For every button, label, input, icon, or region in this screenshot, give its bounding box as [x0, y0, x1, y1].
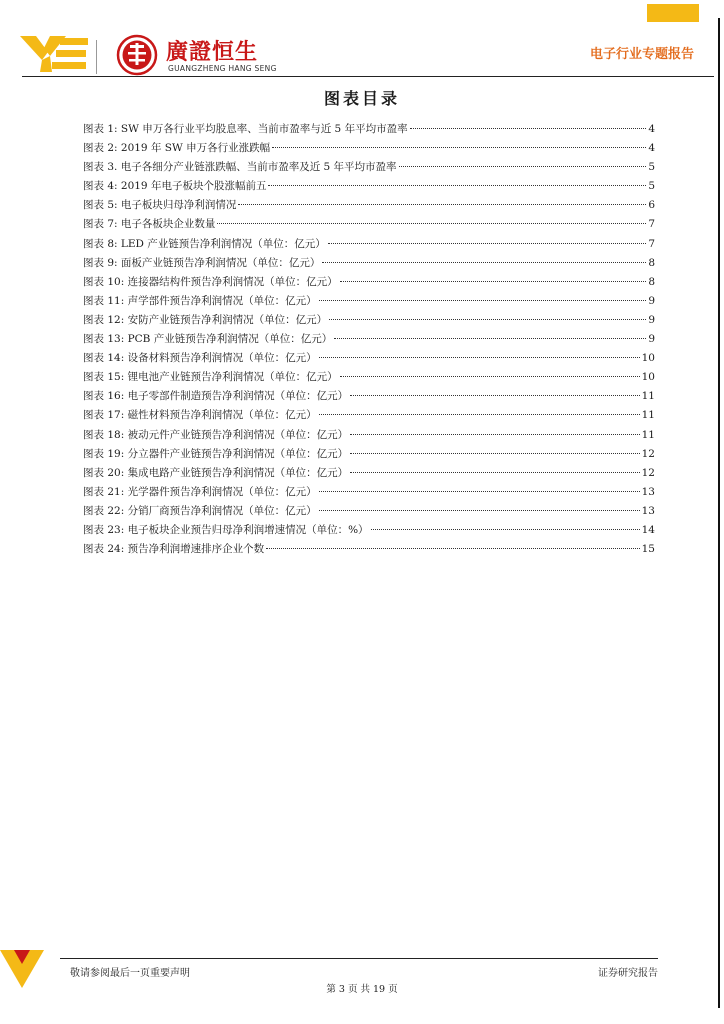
toc-entry-page: 7 — [648, 237, 655, 250]
toc-entry-page: 7 — [648, 218, 655, 231]
toc-entry[interactable] — [83, 140, 655, 159]
toc-entry-text: 图表 8: LED 产业链预告净利润情况（单位：亿元） — [83, 237, 326, 250]
toc-entry-text: 图表 13: PCB 产业链预告净利润情况（单位：亿元） — [83, 333, 333, 346]
toc-entry[interactable] — [83, 331, 655, 350]
toc-leader — [319, 510, 640, 511]
toc-leader — [319, 414, 640, 415]
toc-entry-page: 14 — [641, 523, 655, 536]
toc-entry-page: 13 — [641, 504, 655, 517]
toc-entry[interactable] — [83, 388, 655, 407]
toc-entry-text: 图表 22: 分销厂商预告净利润情况（单位：亿元） — [83, 504, 317, 517]
toc-entry-text: 图表 18: 被动元件产业链预告净利润情况（单位：亿元） — [83, 428, 349, 441]
toc-entry[interactable] — [83, 407, 655, 426]
toc-entry-page: 10 — [641, 371, 655, 384]
toc-entry[interactable] — [83, 465, 655, 484]
toc-entry-text: 图表 16: 电子零部件制造预告净利润情况（单位：亿元） — [83, 390, 349, 403]
toc-leader — [238, 204, 646, 205]
toc-entry[interactable] — [83, 427, 655, 446]
toc-entry-page: 11 — [641, 409, 655, 422]
toc-entry-page: 9 — [648, 333, 655, 346]
toc-entry-text: 图表 12: 安防产业链预告净利润情况（单位：亿元） — [83, 313, 328, 326]
toc-entry-text: 图表 5: 电子板块归母净利润情况 — [83, 199, 237, 212]
toc-entry-page: 13 — [641, 485, 655, 498]
toc-entry-text: 图表 17: 磁性材料预告净利润情况（单位：亿元） — [83, 409, 317, 422]
toc-entry-text: 图表 4: 2019 年电子板块个股涨幅前五 — [83, 180, 267, 193]
toc-leader — [322, 262, 646, 263]
toc-entry-page: 12 — [641, 466, 655, 479]
toc-entry-text: 图表 10: 连接器结构件预告净利润情况（单位：亿元） — [83, 275, 338, 288]
toc-entry[interactable] — [83, 369, 655, 388]
toc-entry-page: 8 — [648, 275, 655, 288]
toc-leader — [340, 376, 640, 377]
toc-leader — [350, 472, 640, 473]
ye-logo-icon — [20, 34, 90, 74]
toc-entry-text: 图表 7: 电子各板块企业数量 — [83, 218, 216, 231]
toc-entry[interactable] — [83, 121, 655, 140]
footer-page-number: 第 3 页 共 19 页 — [326, 984, 398, 995]
report-type-label: 电子行业专题报告 — [589, 47, 694, 62]
footer-report-label: 证券研究报告 — [598, 968, 658, 979]
toc-entry[interactable] — [83, 484, 655, 503]
toc-leader — [272, 147, 646, 148]
toc-entry[interactable] — [83, 522, 655, 541]
toc-entry-text: 图表 15: 锂电池产业链预告净利润情况（单位：亿元） — [83, 371, 338, 384]
logo-separator — [96, 40, 97, 74]
toc-leader — [410, 128, 647, 129]
toc-entry-text: 图表 14: 设备材料预告净利润情况（单位：亿元） — [83, 352, 317, 365]
footer-divider — [60, 958, 658, 959]
header-divider — [22, 76, 714, 77]
toc-entry[interactable] — [83, 216, 655, 235]
toc-leader — [350, 434, 640, 435]
toc-leader — [217, 223, 646, 224]
toc-entry-page: 4 — [648, 123, 655, 135]
toc-leader — [329, 319, 646, 320]
toc-leader — [328, 243, 647, 244]
toc-entry-page: 11 — [641, 390, 655, 403]
brand-name-en: GUANGZHENG HANG SENG — [168, 64, 277, 73]
toc-entry[interactable] — [83, 446, 655, 465]
toc-entry-page: 9 — [648, 294, 655, 307]
toc-entry-page: 5 — [648, 161, 655, 174]
toc-entry-page: 5 — [648, 180, 655, 193]
toc-leader — [319, 491, 640, 492]
toc-entry-text: 图表 19: 分立器件产业链预告净利润情况（单位：亿元） — [83, 447, 349, 460]
toc-leader — [399, 166, 647, 167]
toc-leader — [268, 185, 646, 186]
toc-entry[interactable] — [83, 312, 655, 331]
toc-entry[interactable] — [83, 274, 655, 293]
toc-entry-page: 4 — [648, 142, 655, 155]
toc-entry-text: 图表 21: 光学器件预告净利润情况（单位：亿元） — [83, 485, 317, 498]
brand-name-cn: 廣證恒生 — [166, 40, 259, 65]
toc-entry-text: 图表 1: SW 申万各行业平均股息率、当前市盈率与近 5 年平均市盈率 — [83, 123, 408, 135]
toc-entry-page: 11 — [641, 428, 655, 441]
toc-entry-text: 图表 20: 集成电路产业链预告净利润情况（单位：亿元） — [83, 466, 349, 479]
toc-leader — [371, 529, 640, 530]
toc-entry[interactable] — [83, 159, 655, 178]
toc-leader — [319, 357, 640, 358]
toc-entry-text: 图表 23: 电子板块企业预告归母净利润增速情况（单位：%） — [83, 523, 369, 536]
toc-entry-text: 图表 2: 2019 年 SW 申万各行业涨跌幅 — [83, 142, 271, 155]
toc-entry-page: 8 — [648, 256, 655, 269]
toc-leader — [350, 395, 640, 396]
toc-entry[interactable] — [83, 236, 655, 255]
page-title: 图表目录 — [323, 89, 400, 108]
toc-leader — [340, 281, 647, 282]
toc-entry[interactable] — [83, 503, 655, 522]
header-accent-tab — [647, 4, 699, 22]
toc-entry-text: 图表 11: 声学部件预告净利润情况（单位：亿元） — [83, 294, 317, 307]
toc-entry[interactable] — [83, 197, 655, 216]
toc-entry-page: 6 — [648, 199, 655, 212]
toc-entry-page: 10 — [641, 352, 655, 365]
toc-leader — [350, 453, 640, 454]
toc-entry-text: 图表 9: 面板产业链预告净利润情况（单位：亿元） — [83, 256, 321, 269]
figure-list — [83, 121, 655, 560]
toc-leader — [334, 338, 646, 339]
toc-leader — [266, 548, 640, 549]
footer-disclaimer: 敬请参阅最后一页重要声明 — [70, 968, 190, 979]
right-margin-rule — [718, 18, 720, 1008]
toc-entry[interactable] — [83, 255, 655, 274]
toc-entry-page: 12 — [641, 447, 655, 460]
toc-entry[interactable] — [83, 178, 655, 197]
toc-entry-page: 15 — [641, 543, 655, 556]
toc-entry[interactable] — [83, 293, 655, 312]
toc-entry-page: 9 — [648, 313, 655, 326]
toc-entry[interactable] — [83, 541, 655, 560]
hang-seng-seal-icon — [116, 34, 158, 76]
toc-entry[interactable] — [83, 350, 655, 369]
toc-entry-text: 图表 24: 预告净利润增速排序企业个数 — [83, 543, 265, 556]
toc-entry-text: 图表 3. 电子各细分产业链涨跌幅、当前市盈率及近 5 年平均市盈率 — [83, 161, 397, 174]
toc-leader — [319, 300, 647, 301]
